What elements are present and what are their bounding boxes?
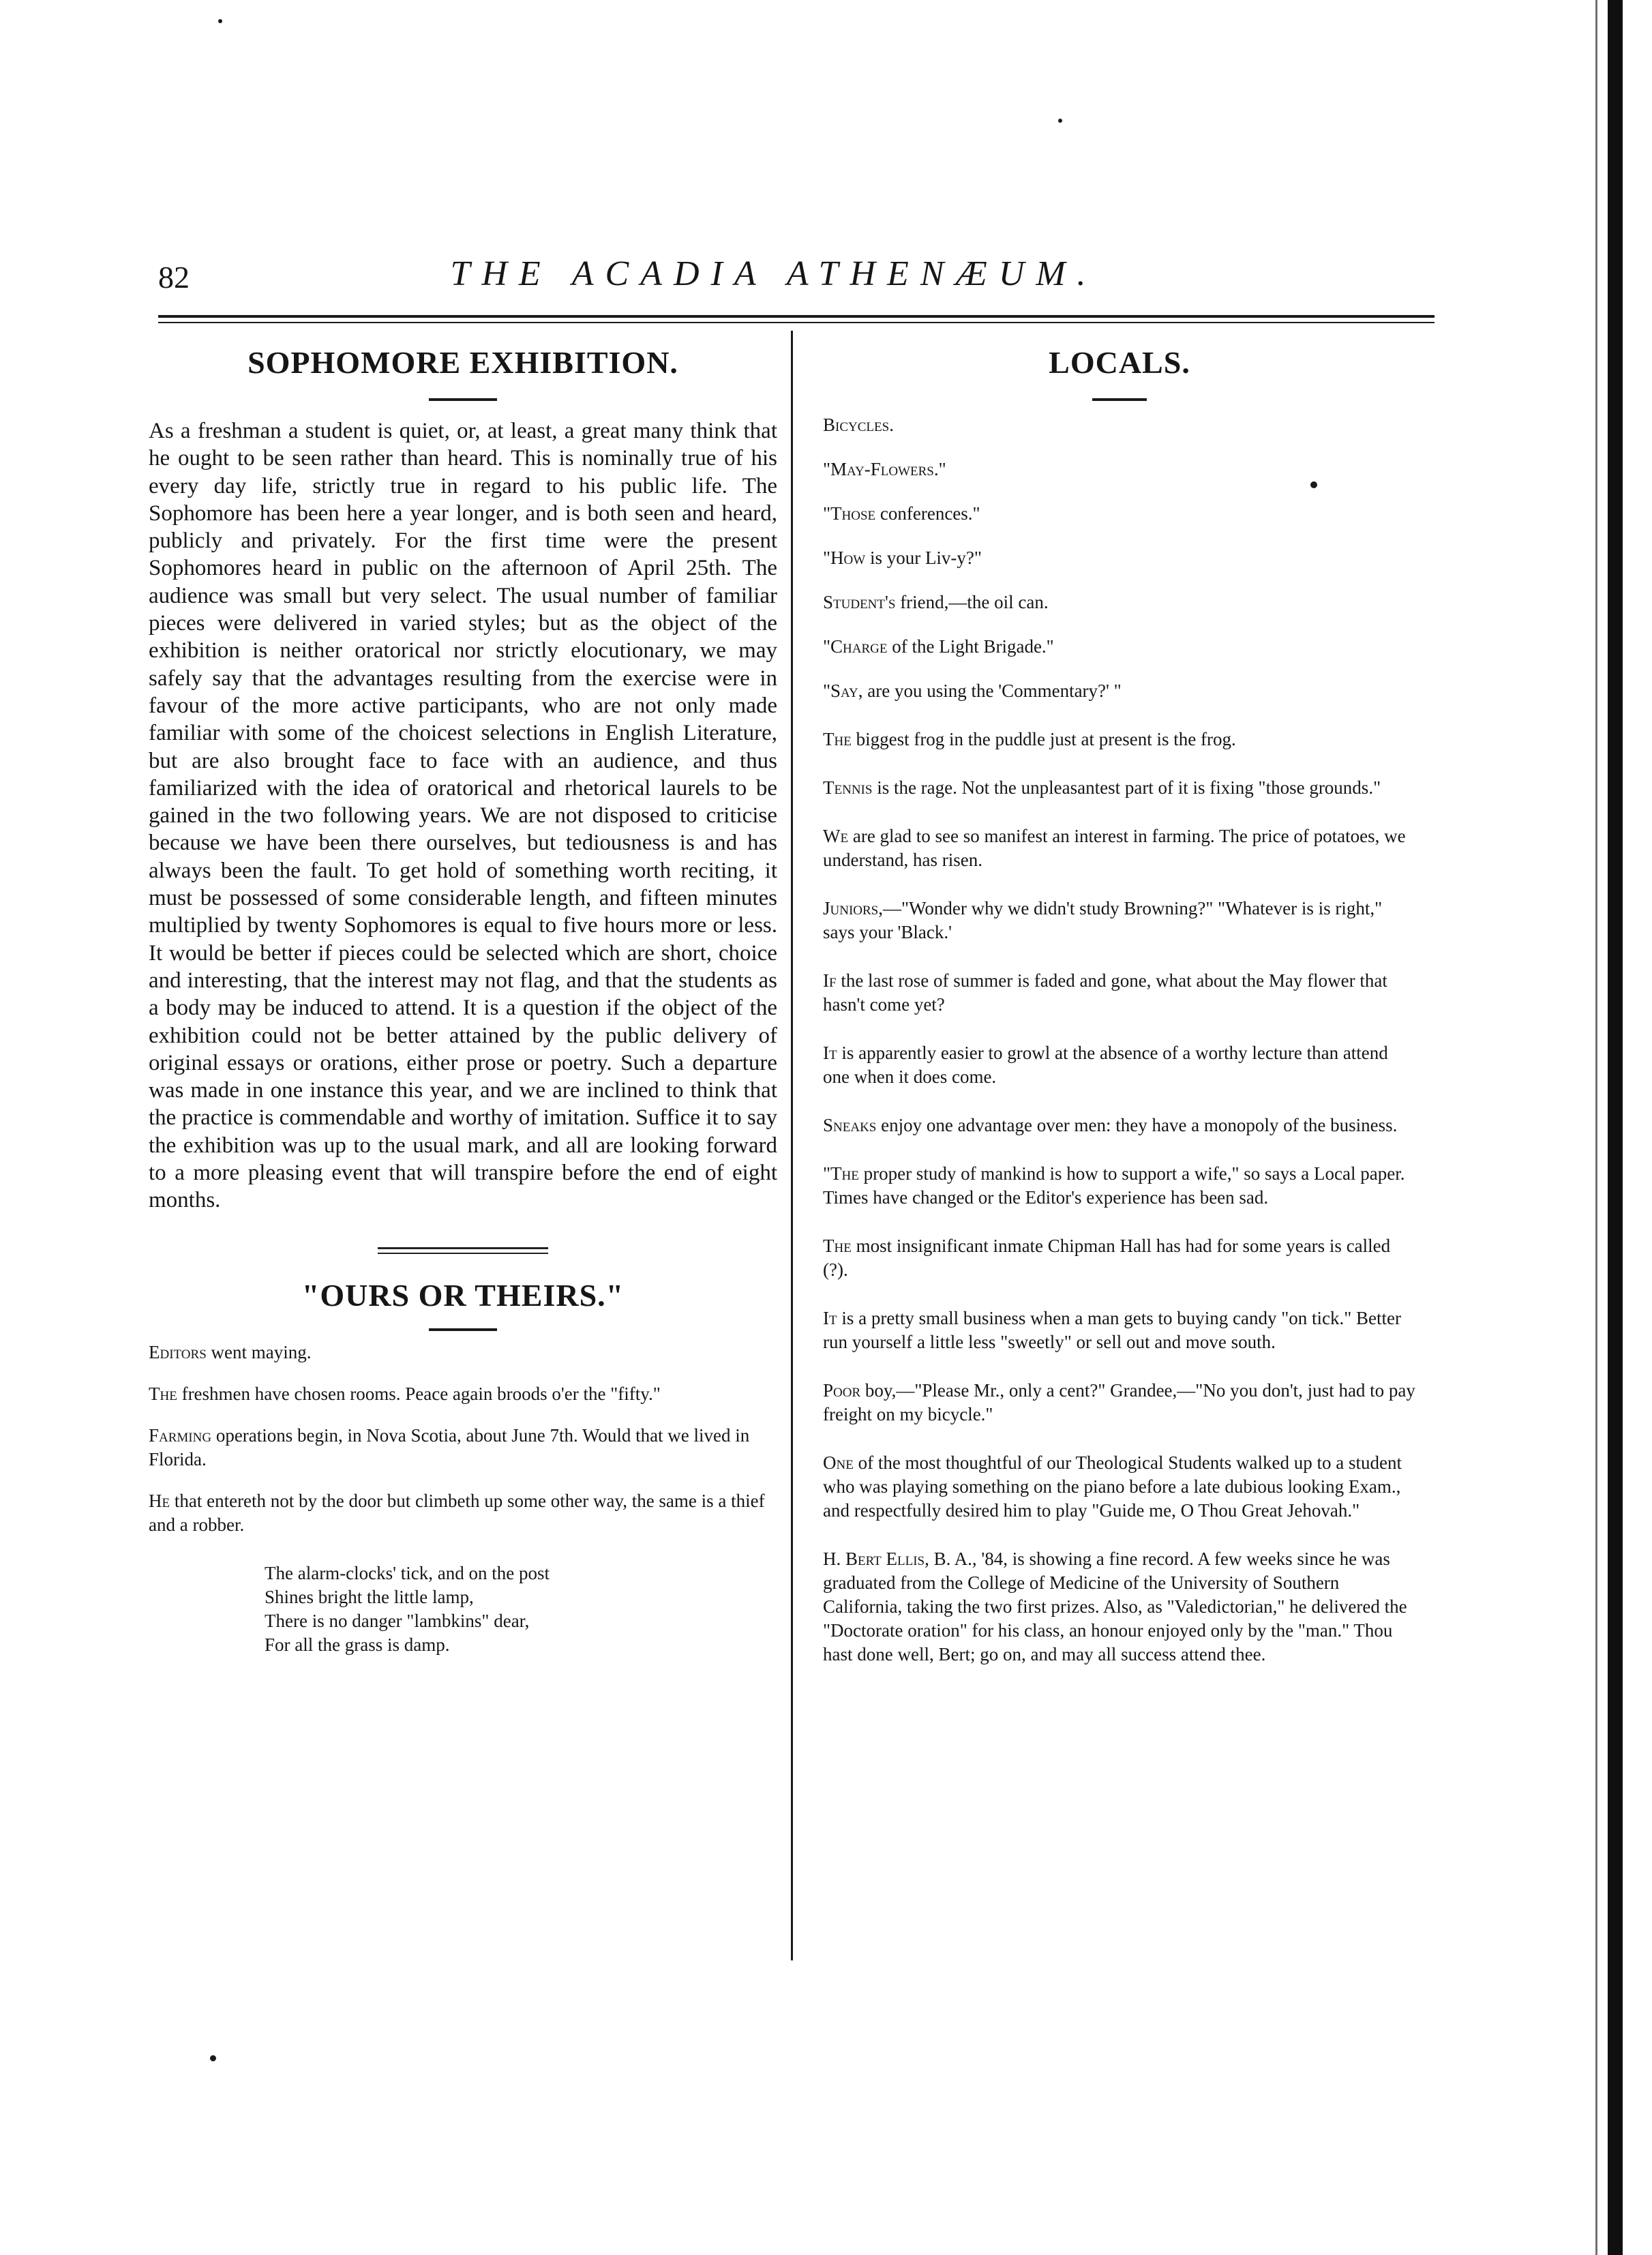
item-lead: Sneaks bbox=[823, 1115, 877, 1135]
local-item bbox=[823, 897, 1416, 944]
poem bbox=[265, 1562, 777, 1657]
local-item bbox=[823, 1041, 1416, 1089]
item-lead: Poor bbox=[823, 1380, 861, 1401]
item-text: , are you using the 'Commentary?' " bbox=[858, 681, 1122, 701]
item-lead: We bbox=[823, 826, 849, 846]
item-text: conferences." bbox=[875, 503, 980, 524]
local-item bbox=[823, 728, 1416, 751]
binding-edge bbox=[1608, 0, 1623, 2255]
article-body: As a freshman a student is quiet, or, at least, a great many think that he ought to be seen rather than heard. This is nominally true of his every day life, strictly true in regard to his public life. The Sophomore has been here a year longer, and is both seen and heard, publicly and privately. For the first time were the present Sophomores heard in public on the afternoon of April 25th. The audience was small but very select. The usual number of familiar pieces were delivered in varied styles; but as the object of the exhibition is neither oratorical nor strictly elocutionary, we may safely say that the advantages resulting from the exercise were in favour of the more active participants, who are not only made familiar with some of the choicest selections in English Literature, but are also brought face to face with an audience, and thus familiarized with the idea of oratorical and rhetorical laurels to be gained in the two following years. We are not disposed to criticise because we have been there ourselves, but tediousness is and has always been the fault. To get hold of something worth reciting, it must be possessed of some considerable length, and fifteen minutes multiplied by twenty Sophomores is equal to five hours more or less. It would be better if pieces could be selected which are short, choice and interesting, that the interest may not flag, and that the students as a body may be induced to attend. It is a question if the object of the exhibition could not be better attained by the public delivery of original essays or orations, either prose or poetry. Such a departure was made in one instance this year, and we are inclined to think that the practice is commendable and worthy of imitation. Suffice it to say the exhibition was up to the usual mark, and all are looking forward to a more pleasing event that will transpire before the end of eight months. bbox=[149, 419, 777, 1213]
item-text: enjoy one advantage over men: they have a monopoly of the business. bbox=[876, 1115, 1398, 1135]
local-item bbox=[823, 1547, 1416, 1667]
item-text: that entereth not by the door but climbeth up some other way, the same is a thief and a robber. bbox=[149, 1490, 765, 1535]
item-text: is apparently easier to growl at the absence of a worthy lecture than attend one when it does come. bbox=[823, 1043, 1388, 1087]
local-item bbox=[149, 1341, 777, 1364]
item-text: most insignificant inmate Chipman Hall has had for some years is called (?). bbox=[823, 1236, 1391, 1280]
local-item bbox=[823, 1306, 1416, 1354]
local-item bbox=[823, 1234, 1416, 1282]
local-item bbox=[823, 1114, 1416, 1137]
item-lead: Student's bbox=[823, 592, 896, 612]
local-item bbox=[823, 591, 1416, 614]
section-title: "OURS OR THEIRS." bbox=[301, 1277, 625, 1313]
section-separator bbox=[378, 1247, 548, 1254]
poem-line: There is no danger "lambkins" dear, bbox=[265, 1610, 530, 1631]
poem-line: The alarm-clocks' tick, and on the post bbox=[265, 1562, 550, 1583]
item-lead: The bbox=[823, 1236, 852, 1256]
ink-speck bbox=[210, 2055, 216, 2061]
item-text: is the rage. Not the unpleasantest part of it is fixing "those grounds." bbox=[872, 777, 1381, 798]
local-item bbox=[149, 1382, 777, 1406]
item-text: , B. A., '84, is showing a fine record. A few weeks since he was graduated from the College of Medicine of the University of Southern California, taking the two first prizes. Also, as "Valedictorian," he delivered the "Doctorate oration" for his class, an honour enjoyed only by the "man." Thou hast done well, Bert; go on, and may all success attend thee. bbox=[823, 1549, 1407, 1664]
item-text: friend,—the oil can. bbox=[895, 592, 1049, 612]
item-lead: The bbox=[149, 1383, 177, 1404]
local-item bbox=[823, 413, 1416, 437]
item-lead: Editors bbox=[149, 1341, 207, 1362]
local-item bbox=[149, 1489, 777, 1537]
ours-items bbox=[149, 1341, 777, 1537]
item-lead: H. Bert Ellis bbox=[823, 1549, 925, 1569]
poem-line: For all the grass is damp. bbox=[265, 1634, 450, 1655]
item-lead: "Charge bbox=[823, 636, 888, 657]
item-lead: "The bbox=[823, 1163, 859, 1184]
item-lead: The bbox=[823, 729, 852, 749]
poem-line: Shines bright the little lamp, bbox=[265, 1586, 474, 1607]
item-lead: He bbox=[149, 1490, 170, 1511]
item-lead: "May-Flowers bbox=[823, 459, 934, 479]
item-lead: "Say bbox=[823, 681, 858, 701]
item-text: biggest frog in the puddle just at present is the frog. bbox=[851, 729, 1236, 749]
local-item bbox=[823, 546, 1416, 570]
item-lead: It bbox=[823, 1308, 837, 1328]
item-lead: Bicycles bbox=[823, 415, 890, 435]
item-text: is your Liv-y?" bbox=[865, 548, 982, 568]
header-rule-top bbox=[158, 315, 1435, 318]
item-text: of the Light Brigade." bbox=[887, 636, 1054, 657]
ink-speck bbox=[218, 19, 222, 23]
local-item bbox=[823, 502, 1416, 526]
local-item bbox=[823, 969, 1416, 1017]
item-text: of the most thoughtful of our Theological Students walked up to a student who was playing something on the piano before a late dubious looking Exam., and respectfully desired him to play "Guide me, O Thou Great Jehovah." bbox=[823, 1452, 1402, 1521]
local-item bbox=[823, 1379, 1416, 1427]
header-rule-bottom bbox=[158, 322, 1435, 323]
item-text: . bbox=[889, 415, 894, 435]
item-text: proper study of mankind is how to support a wife," so says a Local paper. Times have changed or the Editor's experience has been sad. bbox=[823, 1163, 1405, 1208]
item-lead: It bbox=[823, 1043, 837, 1063]
item-lead: Tennis bbox=[823, 777, 873, 798]
locals-section bbox=[823, 344, 1416, 1667]
local-item bbox=[149, 1424, 777, 1472]
item-lead: Juniors bbox=[823, 898, 879, 919]
item-text: freshmen have chosen rooms. Peace again broods o'er the "fifty." bbox=[177, 1383, 661, 1404]
locals-items bbox=[823, 413, 1416, 1667]
item-lead: One bbox=[823, 1452, 854, 1473]
local-item bbox=[823, 776, 1416, 800]
local-item bbox=[823, 824, 1416, 872]
title-rule bbox=[429, 398, 497, 401]
title-rule bbox=[429, 1328, 497, 1331]
item-text: boy,—"Please Mr., only a cent?" Grandee,—"No you don't, just had to pay freight on my bicycle." bbox=[823, 1380, 1415, 1424]
item-text: operations begin, in Nova Scotia, about June 7th. Would that we lived in Florida. bbox=[149, 1424, 750, 1469]
item-lead: Farming bbox=[149, 1424, 212, 1446]
binding-edge-hairline bbox=[1595, 0, 1597, 2255]
local-item bbox=[823, 679, 1416, 703]
section-title: LOCALS. bbox=[1049, 345, 1190, 380]
item-text: ,—"Wonder why we didn't study Browning?" "Whatever is is right," says your 'Black.' bbox=[823, 898, 1383, 942]
local-item bbox=[823, 458, 1416, 481]
column-divider bbox=[791, 331, 793, 1960]
title-rule bbox=[1092, 398, 1147, 401]
local-item bbox=[823, 1451, 1416, 1523]
left-column bbox=[149, 344, 777, 1657]
ink-speck bbox=[1058, 119, 1062, 123]
article-title: SOPHOMORE EXHIBITION. bbox=[247, 345, 678, 380]
item-lead: "How bbox=[823, 548, 866, 568]
item-text: the last rose of summer is faded and gone, what about the May flower that hasn't come yet? bbox=[823, 970, 1387, 1015]
item-text: ." bbox=[933, 459, 946, 479]
ours-or-theirs-section bbox=[149, 1277, 777, 1657]
item-text: are glad to see so manifest an interest in farming. The price of potatoes, we understand, has risen. bbox=[823, 826, 1406, 870]
right-column bbox=[823, 344, 1416, 1691]
item-lead: "Those bbox=[823, 503, 876, 524]
journal-title: THE ACADIA ATHENÆUM. bbox=[450, 254, 1098, 293]
local-item bbox=[823, 635, 1416, 659]
item-lead: If bbox=[823, 970, 837, 991]
item-text: went maying. bbox=[206, 1341, 312, 1362]
sophomore-exhibition-article bbox=[149, 344, 777, 1214]
local-item bbox=[823, 1162, 1416, 1210]
item-text: is a pretty small business when a man gets to buying candy "on tick." Better run yourself a little less "sweetly" or sell out and move south. bbox=[823, 1308, 1401, 1352]
page-number: 82 bbox=[158, 260, 190, 295]
